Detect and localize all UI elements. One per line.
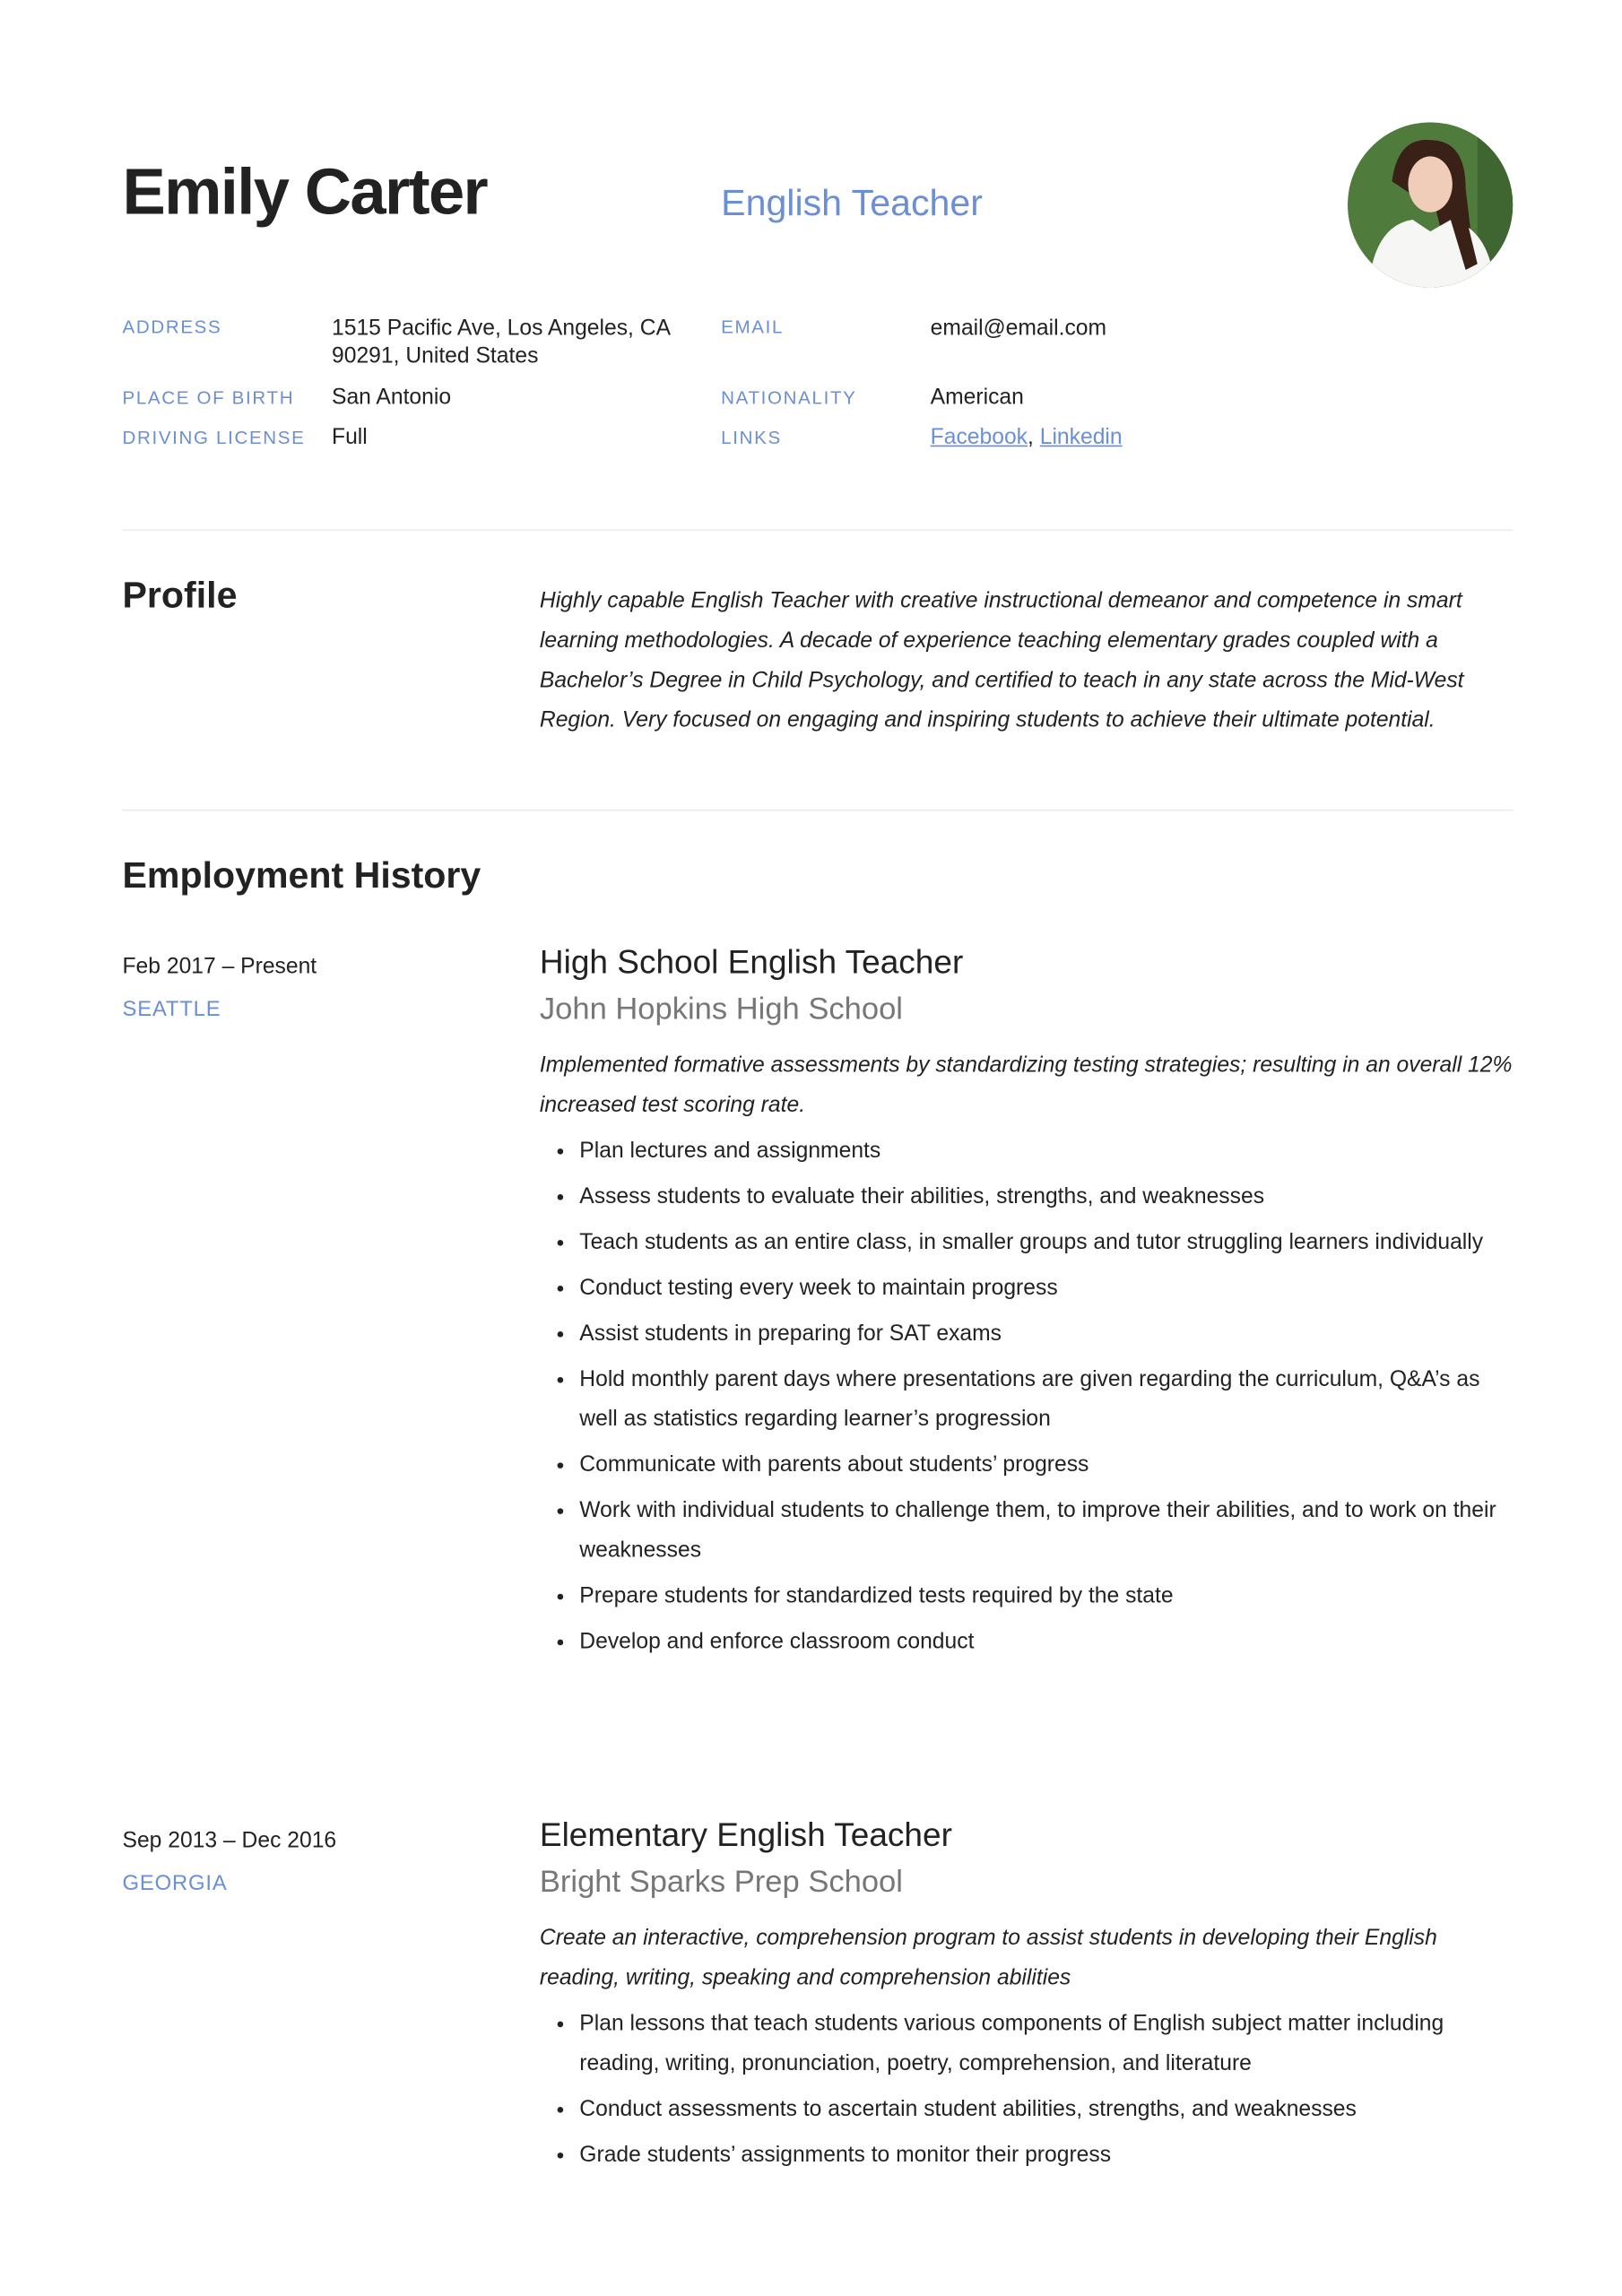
links-value	[931, 423, 1123, 451]
linkedin-link[interactable]: Linkedin	[1039, 424, 1123, 450]
nationality-value: American	[930, 385, 1024, 411]
job-city: SEATTLE	[122, 998, 221, 1022]
candidate-name: Emily Carter	[122, 156, 488, 229]
candidate-title: English Teacher	[721, 182, 983, 224]
email-value: email@email.com	[930, 315, 1107, 341]
links-separator: ,	[1028, 424, 1034, 450]
birth-label: PLACE OF BIRTH	[122, 387, 295, 409]
profile-photo	[1348, 122, 1513, 287]
links-label: LINKS	[721, 427, 782, 448]
bullet-item: • Hold monthly parent days where presentations are given regarding the curriculum, Q&A’s as well as statistics regarding learner’s progression	[579, 1359, 1513, 1439]
bullet-item: • Communicate with parents about students’ progress	[579, 1445, 1513, 1485]
bullet-item: • Prepare students for standardized tests required by the state	[579, 1576, 1513, 1616]
bullet-item: • Grade students’ assignments to monitor their progress	[579, 2135, 1513, 2174]
license-value: Full	[332, 424, 368, 450]
profile-text: Highly capable English Teacher with creative instructional demeanor and competence in smart learning methodologies. A decade of experience teaching elementary grades coupled with a Bachelor’s Degree in Child Psychology, and certified to teach in any state across the Mid-West Region. Very focused on engaging and inspiring students to achieve their ultimate potential.	[539, 588, 1464, 733]
job-city: GEORGIA	[122, 1872, 228, 1896]
bullet-item: • Develop and enforce classroom conduct	[579, 1622, 1513, 1661]
job-summary: Create an interactive, comprehension program to assist students in developing their English reading, writing, speaking and comprehension abilities	[539, 1925, 1437, 1991]
bullet-item: • Assess students to evaluate their abilities, strengths, and weaknesses	[579, 1176, 1513, 1216]
bullet-item: • Conduct testing every week to maintain progress	[579, 1268, 1513, 1307]
job-company: John Hopkins High School	[539, 992, 903, 1027]
job-bullets	[540, 1131, 1513, 1661]
facebook-link[interactable]: Facebook	[930, 424, 1028, 450]
birth-value: San Antonio	[332, 385, 452, 411]
nationality-label: NATIONALITY	[721, 387, 857, 409]
address-value	[332, 314, 671, 369]
address-line-1: 1515 Pacific Ave, Los Angeles, CA	[332, 315, 672, 341]
bullet-item: • Plan lessons that teach students various components of English subject matter including reading, writing, pronunciation, poetry, comprehension, and literature	[579, 2004, 1513, 2084]
bullet-item: • Teach students as an entire class, in smaller groups and tutor struggling learners individually	[579, 1222, 1513, 1261]
job-title: High School English Teacher	[539, 943, 964, 981]
divider	[122, 810, 1513, 811]
license-label: DRIVING LICENSE	[122, 427, 306, 448]
job-title: Elementary English Teacher	[539, 1816, 952, 1854]
address-line-2: 90291, United States	[332, 343, 539, 369]
job-entry	[540, 1812, 1513, 2180]
job-bullets	[540, 2004, 1513, 2175]
employment-heading: Employment History	[122, 854, 481, 897]
bullet-item: • Conduct assessments to ascertain student abilities, strengths, and weaknesses	[579, 2089, 1513, 2128]
bullet-item: • Plan lectures and assignments	[579, 1131, 1513, 1170]
profile-heading: Profile	[122, 575, 238, 617]
job-company: Bright Sparks Prep School	[539, 1865, 903, 1900]
job-entry	[540, 940, 1513, 1668]
job-dates: Sep 2013 – Dec 2016	[122, 1828, 337, 1854]
address-label: ADDRESS	[122, 316, 222, 338]
bullet-item: • Assist students in preparing for SAT exams	[579, 1313, 1513, 1353]
job-summary: Implemented formative assessments by standardizing testing strategies; resulting in an overall 12% increased test scoring rate.	[539, 1053, 1513, 1118]
email-label: EMAIL	[721, 316, 785, 338]
job-dates: Feb 2017 – Present	[122, 953, 317, 979]
bullet-item: • Work with individual students to challenge them, to improve their abilities, and to work on their weaknesses	[579, 1491, 1513, 1571]
divider	[122, 529, 1513, 531]
